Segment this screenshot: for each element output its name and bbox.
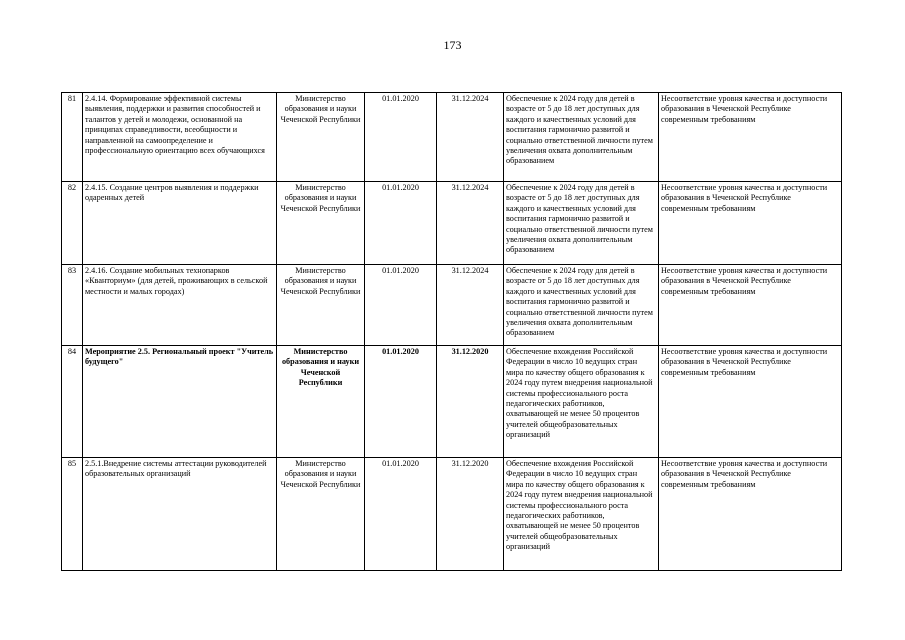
measure-name: Мероприятие 2.5. Региональный проект "Учитель будущего" [83,346,277,458]
start-date: 01.01.2020 [365,182,437,265]
expected-result: Обеспечение вхождения Российской Федерации в число 10 ведущих стран мира по качеству общего образования к 2024 году путем внедрения национальной системы профессионального роста педагогических работников, охватывающей не менее 50 процентов учителей общеобразовательных организаций [504,458,659,571]
row-number: 85 [62,458,83,571]
end-date: 31.12.2024 [437,93,504,182]
responsible-executor: Министерство образования и науки Чеченской Республики [277,346,365,458]
end-date: 31.12.2024 [437,265,504,346]
measure-name: 2.4.16. Создание мобильных технопарков «Кванториум» (для детей, проживающих в сельской местности и малых городах) [83,265,277,346]
consequences: Несоответствие уровня качества и доступности образования в Чеченской Республике современным требованиям [659,265,842,346]
page-number: 173 [443,38,462,52]
table-row [62,346,842,458]
row-number: 84 [62,346,83,458]
expected-result: Обеспечение к 2024 году для детей в возрасте от 5 до 18 лет доступных для каждого и качественных условий для воспитания гармонично развитой и социально ответственной личности путем увеличения охвата дополнительным образованием [504,182,659,265]
start-date: 01.01.2020 [365,458,437,571]
table-row [62,458,842,571]
end-date: 31.12.2020 [437,346,504,458]
measure-name: 2.4.15. Создание центров выявления и поддержки одаренных детей [83,182,277,265]
row-number: 81 [62,93,83,182]
table-row [62,182,842,265]
expected-result: Обеспечение к 2024 году для детей в возрасте от 5 до 18 лет доступных для каждого и качественных условий для воспитания гармонично развитой и социально ответственной личности путем увеличения охвата дополнительным образованием [504,93,659,182]
expected-result: Обеспечение к 2024 году для детей в возрасте от 5 до 18 лет доступных для каждого и качественных условий для воспитания гармонично развитой и социально ответственной личности путем увеличения охвата дополнительным образованием [504,265,659,346]
measure-name: 2.5.1.Внедрение системы аттестации руководителей образовательных организаций [83,458,277,571]
row-number: 82 [62,182,83,265]
responsible-executor: Министерство образования и науки Чеченской Республики [277,93,365,182]
start-date: 01.01.2020 [365,265,437,346]
consequences: Несоответствие уровня качества и доступности образования в Чеченской Республике современным требованиям [659,182,842,265]
measure-name: 2.4.14. Формирование эффективной системы выявления, поддержки и развития способностей и талантов у детей и молодежи, основанной на принципах справедливости, всеобщности и направленной на самоопределение и профессиональную ориентацию всех обучающихся [83,93,277,182]
consequences: Несоответствие уровня качества и доступности образования в Чеченской Республике современным требованиям [659,458,842,571]
row-number: 83 [62,265,83,346]
measures-table [61,92,842,571]
start-date: 01.01.2020 [365,346,437,458]
consequences: Несоответствие уровня качества и доступности образования в Чеченской Республике современным требованиям [659,93,842,182]
responsible-executor: Министерство образования и науки Чеченской Республики [277,265,365,346]
table-row [62,265,842,346]
consequences: Несоответствие уровня качества и доступности образования в Чеченской Республике современным требованиям [659,346,842,458]
end-date: 31.12.2020 [437,458,504,571]
responsible-executor: Министерство образования и науки Чеченской Республики [277,458,365,571]
table-row [62,93,842,182]
responsible-executor: Министерство образования и науки Чеченской Республики [277,182,365,265]
end-date: 31.12.2024 [437,182,504,265]
start-date: 01.01.2020 [365,93,437,182]
expected-result: Обеспечение вхождения Российской Федерации в число 10 ведущих стран мира по качеству общего образования к 2024 году путем внедрения национальной системы профессионального роста педагогических работников, охватывающей не менее 50 процентов учителей общеобразовательных организаций [504,346,659,458]
